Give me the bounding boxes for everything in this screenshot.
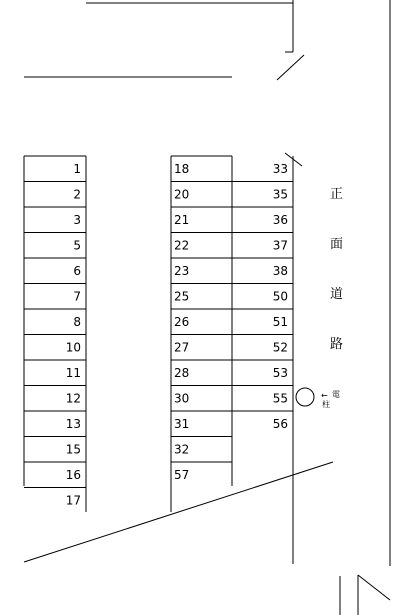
parking-slot-number-18: 18 (174, 162, 190, 176)
parking-slot-number-16: 16 (65, 468, 81, 482)
right-column (232, 153, 302, 564)
parking-slot-number-22: 22 (174, 238, 190, 253)
parking-slot-number-5: 5 (73, 238, 81, 253)
road-label-char: 面 (330, 237, 344, 252)
parking-slot-number-10: 10 (65, 340, 81, 355)
parking-slot-number-1: 1 (73, 162, 81, 176)
parking-slot-number-38: 38 (272, 264, 288, 278)
parking-slot-number-28: 28 (174, 366, 190, 380)
parking-slot-number-36: 36 (272, 213, 288, 227)
pole-arrow: ← (321, 391, 328, 400)
parking-slot-number-23: 23 (174, 264, 190, 278)
road-label-char: 正 (330, 187, 344, 202)
parking-slot-number-17: 17 (65, 493, 81, 508)
parking-slot-number-25: 25 (174, 289, 190, 304)
corner-marks (340, 575, 390, 615)
parking-slot-number-11: 11 (65, 366, 81, 380)
parking-slot-number-57: 57 (174, 468, 190, 482)
utility-pole (296, 388, 340, 409)
parking-slot-number-26: 26 (174, 315, 190, 329)
parking-slot-number-30: 30 (174, 391, 190, 406)
road-label (330, 187, 343, 352)
parking-slot-number-55: 55 (272, 391, 288, 406)
parking-slot-number-51: 51 (272, 315, 288, 329)
pole-label-top: 電 (332, 390, 340, 399)
middle-column (171, 156, 232, 512)
road-label-char: 道 (330, 287, 344, 302)
road-label-char: 路 (330, 337, 344, 352)
parking-slot-number-13: 13 (65, 417, 81, 431)
upper-structure (24, 0, 304, 80)
parking-slot-number-21: 21 (174, 213, 190, 227)
parking-slot-number-37: 37 (272, 238, 288, 253)
pole-label-bottom: 柱 (322, 400, 330, 409)
left-column (24, 156, 86, 512)
parking-slot-number-32: 32 (174, 442, 190, 457)
parking-slot-number-7: 7 (73, 289, 81, 304)
parking-slot-number-31: 31 (174, 417, 190, 431)
parking-slot-number-50: 50 (272, 289, 288, 304)
parking-slot-number-56: 56 (272, 417, 288, 431)
parking-slot-number-20: 20 (174, 187, 190, 202)
parking-slot-number-2: 2 (73, 187, 81, 202)
parking-slot-number-52: 52 (272, 340, 288, 355)
parking-slot-number-8: 8 (73, 315, 81, 329)
parking-slot-number-6: 6 (73, 264, 81, 278)
parking-slot-number-27: 27 (174, 340, 190, 355)
parking-slot-number-3: 3 (73, 213, 81, 227)
parking-slot-number-53: 53 (272, 366, 288, 380)
parking-slot-number-12: 12 (65, 391, 81, 406)
utility-pole-icon (296, 388, 314, 406)
parking-slot-number-33: 33 (272, 162, 288, 176)
parking-slot-number-15: 15 (65, 442, 81, 457)
parking-slot-number-35: 35 (272, 187, 288, 202)
